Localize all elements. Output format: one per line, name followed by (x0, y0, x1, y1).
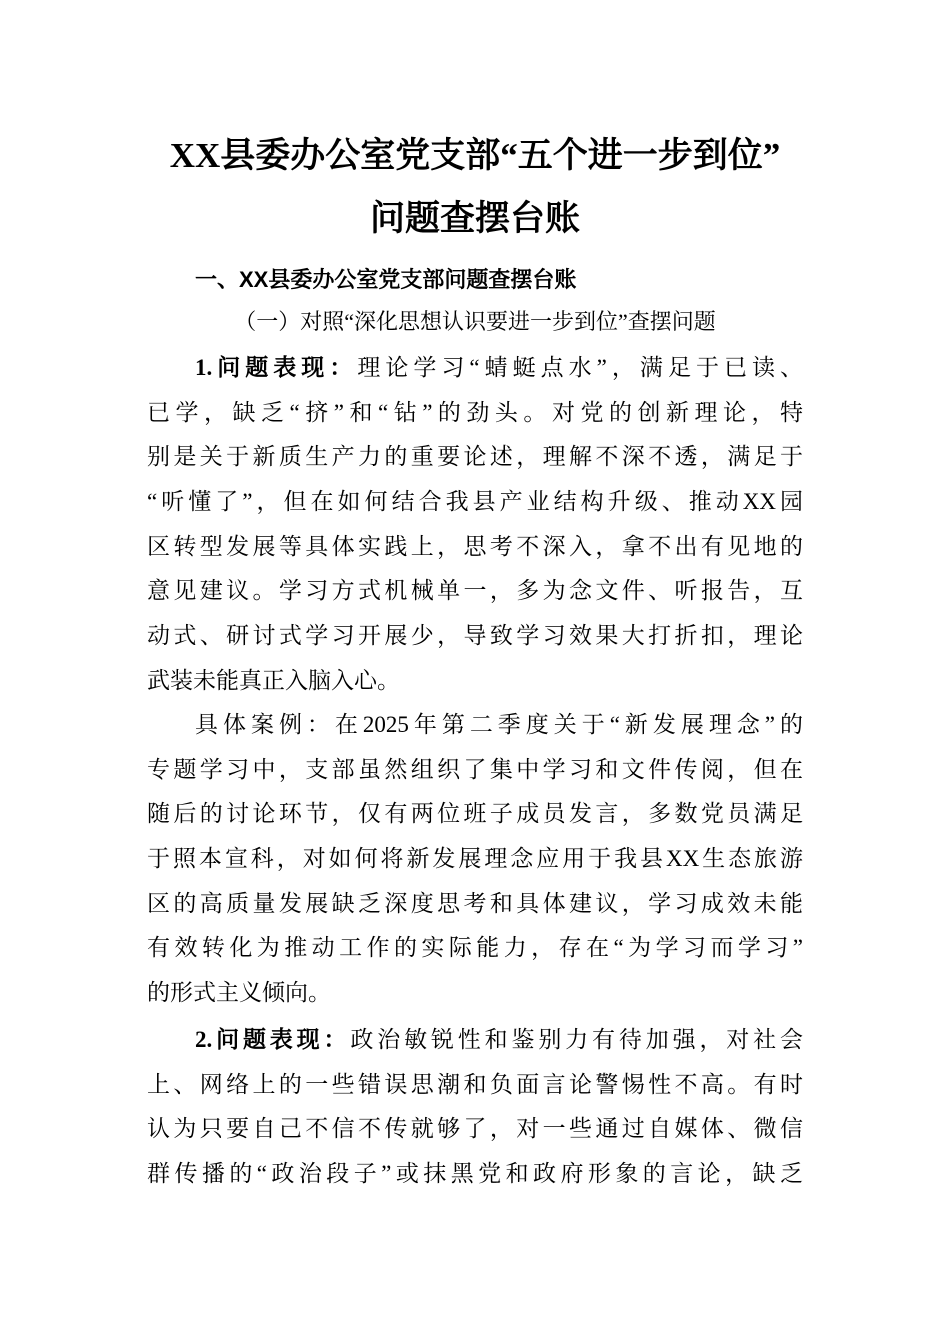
paragraph-3 (147, 1018, 803, 1197)
paragraph-line: 认为只要自己不信不传就够了，对一些通过自媒体、微信 (147, 1116, 803, 1142)
paragraph-line: 群传播的“政治段子”或抹黑党和政府形象的言论，缺乏 (147, 1161, 803, 1187)
document-title-line-1: XX县委办公室党支部“五个进一步到位” (169, 136, 781, 175)
paragraph-line: 区转型发展等具体实践上，思考不深入，拿不出有见地的 (147, 533, 803, 559)
paragraph-line: 的形式主义倾向。 (147, 980, 331, 1006)
paragraph-line: 专题学习中，支部虽然组织了集中学习和文件传阅，但在 (147, 756, 803, 782)
paragraph-line: 意见建议。学习方式机械单一，多为念文件、听报告，互 (147, 578, 803, 604)
paragraph-2 (147, 703, 803, 1016)
paragraph-line: 理论学习“蜻蜓点水”，满足于已读、 (357, 355, 803, 380)
paragraph-line: 具体案例：在2025年第二季度关于“新发展理念”的 (195, 712, 803, 737)
paragraph-line: 政治敏锐性和鉴别力有待加强，对社会 (350, 1027, 804, 1052)
paragraph-lead: 2.问题表现： (195, 1027, 351, 1052)
subsection-heading: （一）对照“深化思想认识要进一步到位”查摆问题 (234, 309, 716, 334)
paragraph-line: 武装未能真正入脑入心。 (147, 667, 400, 693)
paragraph-line: 上、网络上的一些错误思潮和负面言论警惕性不高。有时 (147, 1071, 803, 1097)
paragraph-line: 有效转化为推动工作的实际能力，存在“为学习而学习” (147, 935, 803, 961)
paragraph-line: 别是关于新质生产力的重要论述，理解不深不透，满足于 (147, 444, 803, 470)
paragraph-line: 动式、研讨式学习开展少，导致学习效果大打折扣，理论 (147, 623, 803, 649)
document-title-line-2: 问题查摆台账 (369, 199, 580, 238)
section-heading: 一、XX县委办公室党支部问题查摆台账 (195, 267, 577, 292)
paragraph-line: 区的高质量发展缺乏深度思考和具体建议，学习成效未能 (147, 890, 803, 916)
paragraph-1 (147, 346, 803, 704)
paragraph-line: 已学，缺乏“挤”和“钻”的劲头。对党的创新理论，特 (147, 399, 803, 425)
paragraph-line: “听懂了”，但在如何结合我县产业结构升级、推动XX园 (147, 489, 803, 515)
paragraph-lead: 1.问题表现： (195, 355, 358, 380)
paragraph-line: 随后的讨论环节，仅有两位班子成员发言，多数党员满足 (147, 801, 803, 827)
paragraph-line: 于照本宣科，对如何将新发展理念应用于我县XX生态旅游 (147, 846, 803, 872)
